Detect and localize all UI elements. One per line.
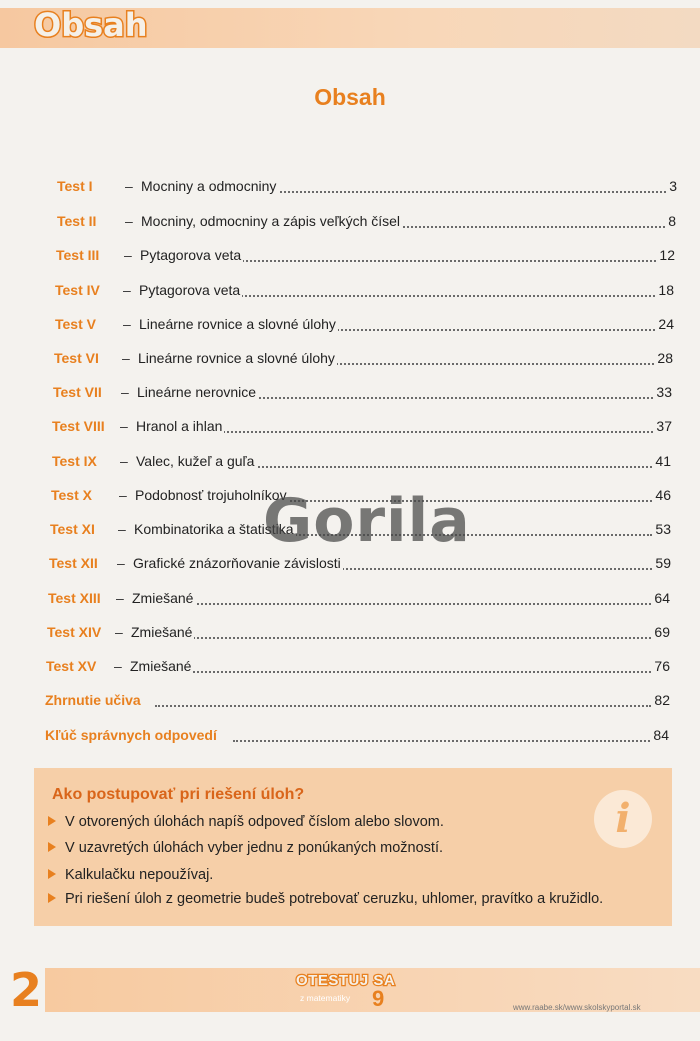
toc-title: Podobnosť trojuholníkov [135, 487, 287, 503]
toc-title: Valec, kužeľ a guľa [136, 453, 255, 469]
toc-dash: – [122, 350, 130, 366]
instruction-text: V otvorených úlohách napíš odpoveď číslom alebo slovom. [65, 814, 444, 830]
toc-row-test-3[interactable] [56, 247, 675, 269]
triangle-bullet-icon [48, 869, 56, 879]
instruction-item [48, 840, 443, 856]
toc-title: Hranol a ihlan [136, 418, 223, 434]
toc-leader [233, 740, 650, 742]
toc-label: Test XIII [48, 590, 101, 606]
toc-page: 41 [655, 453, 671, 469]
toc-title: Mocniny, odmocniny a zápis veľkých čísel [141, 213, 401, 229]
toc-label: Test V [55, 316, 96, 332]
toc-dash: – [114, 658, 122, 674]
toc-label: Test VIII [52, 418, 105, 434]
toc-label: Test XI [50, 521, 95, 537]
toc-label: Test III [56, 247, 100, 263]
footer-subtitle: z matematiky [300, 993, 351, 1003]
toc-page: 18 [658, 282, 674, 298]
instructions-title: Ako postupovať pri riešení úloh? [52, 786, 305, 803]
toc-page: 12 [659, 247, 675, 263]
watermark: Gorila [263, 486, 471, 556]
toc-title: Zmiešané [131, 624, 193, 640]
toc-dash: – [115, 624, 123, 640]
toc-label: Test XIV [47, 624, 102, 640]
toc-page: 59 [655, 555, 671, 571]
toc-dash: – [119, 487, 127, 503]
toc-leader [138, 603, 651, 605]
info-icon: i [594, 790, 652, 848]
toc-row-answer-key[interactable] [45, 727, 669, 749]
footer-brand: OTESTUJ SA [296, 972, 396, 989]
toc-label: Test VI [54, 350, 99, 366]
toc-label: Zhrnutie učiva [45, 692, 141, 708]
toc-label: Test X [51, 487, 92, 503]
toc-label: Test XII [49, 555, 98, 571]
toc-label: Test II [57, 213, 97, 229]
toc-label: Test IX [52, 453, 97, 469]
page-title: Obsah [314, 84, 386, 110]
triangle-bullet-icon [48, 893, 56, 903]
toc-page: 76 [654, 658, 670, 674]
toc-page: 84 [653, 727, 669, 743]
toc-label: Kľúč správnych odpovedí [45, 727, 217, 743]
header-logo: Obsah [34, 6, 148, 44]
instruction-item [48, 867, 213, 883]
footer-url[interactable]: www.raabe.sk/www.skolskyportal.sk [513, 1003, 641, 1012]
toc-row-test-4[interactable] [55, 282, 674, 304]
toc-row-test-2[interactable] [57, 213, 676, 235]
toc-title: Pytagorova veta [139, 282, 241, 298]
toc-page: 24 [658, 316, 674, 332]
toc-dash: – [124, 247, 132, 263]
toc-row-test-6[interactable] [54, 350, 673, 372]
toc-title: Lineárne nerovnice [137, 384, 257, 400]
toc-row-test-8[interactable] [52, 418, 672, 440]
toc-title: Lineárne rovnice a slovné úlohy [138, 350, 335, 366]
toc-page: 8 [668, 213, 676, 229]
instructions-box [34, 768, 672, 926]
footer-grade: 9 [372, 986, 385, 1011]
toc-page: 3 [669, 178, 677, 194]
toc-title: Grafické znázorňovanie závislosti [133, 555, 341, 571]
toc-title: Kombinatorika a štatistika [134, 521, 294, 537]
toc-title: Mocniny a odmocniny [141, 178, 277, 194]
toc-page: 28 [657, 350, 673, 366]
toc-dash: – [116, 590, 124, 606]
toc-label: Test I [57, 178, 93, 194]
toc-page: 46 [655, 487, 671, 503]
triangle-bullet-icon [48, 842, 56, 852]
toc-row-test-9[interactable] [52, 453, 671, 475]
instruction-item [48, 891, 603, 907]
toc-dash: – [123, 282, 131, 298]
toc-label: Test VII [53, 384, 102, 400]
toc-row-test-12[interactable] [49, 555, 671, 577]
toc-page: 64 [654, 590, 670, 606]
toc-dash: – [125, 178, 133, 194]
toc-page: 37 [656, 418, 672, 434]
toc-dash: – [120, 418, 128, 434]
toc-row-test-14[interactable] [47, 624, 670, 646]
toc-row-summary[interactable] [45, 692, 670, 714]
instruction-text: Kalkulačku nepoužívaj. [65, 867, 214, 883]
toc-dash: – [125, 213, 133, 229]
toc-dash: – [123, 316, 131, 332]
page-number: 2 [10, 963, 43, 1017]
toc-row-test-5[interactable] [55, 316, 674, 338]
toc-page: 53 [655, 521, 671, 537]
toc-dash: – [120, 453, 128, 469]
toc-label: Test XV [46, 658, 97, 674]
toc-page: 82 [654, 692, 670, 708]
toc-dash: – [121, 384, 129, 400]
toc-page: 69 [654, 624, 670, 640]
toc-row-test-7[interactable] [53, 384, 672, 406]
toc-page: 33 [656, 384, 672, 400]
toc-label: Test IV [55, 282, 100, 298]
toc-row-test-13[interactable] [48, 590, 670, 612]
instruction-text: Pri riešení úloh z geometrie budeš potrebovať ceruzku, uhlomer, pravítko a kružidlo. [65, 891, 604, 907]
toc-dash: – [118, 521, 126, 537]
toc-title: Lineárne rovnice a slovné úlohy [139, 316, 336, 332]
triangle-bullet-icon [48, 816, 56, 826]
toc-title: Zmiešané [132, 590, 194, 606]
toc-leader [136, 671, 651, 673]
toc-row-test-1[interactable] [57, 178, 677, 200]
toc-dash: – [117, 555, 125, 571]
toc-leader [137, 637, 651, 639]
instruction-item [48, 814, 444, 830]
toc-leader [155, 705, 651, 707]
toc-title: Zmiešané [130, 658, 192, 674]
toc-row-test-15[interactable] [46, 658, 670, 680]
instruction-text: V uzavretých úlohách vyber jednu z ponúkaných možností. [65, 840, 444, 856]
toc-title: Pytagorova veta [140, 247, 242, 263]
